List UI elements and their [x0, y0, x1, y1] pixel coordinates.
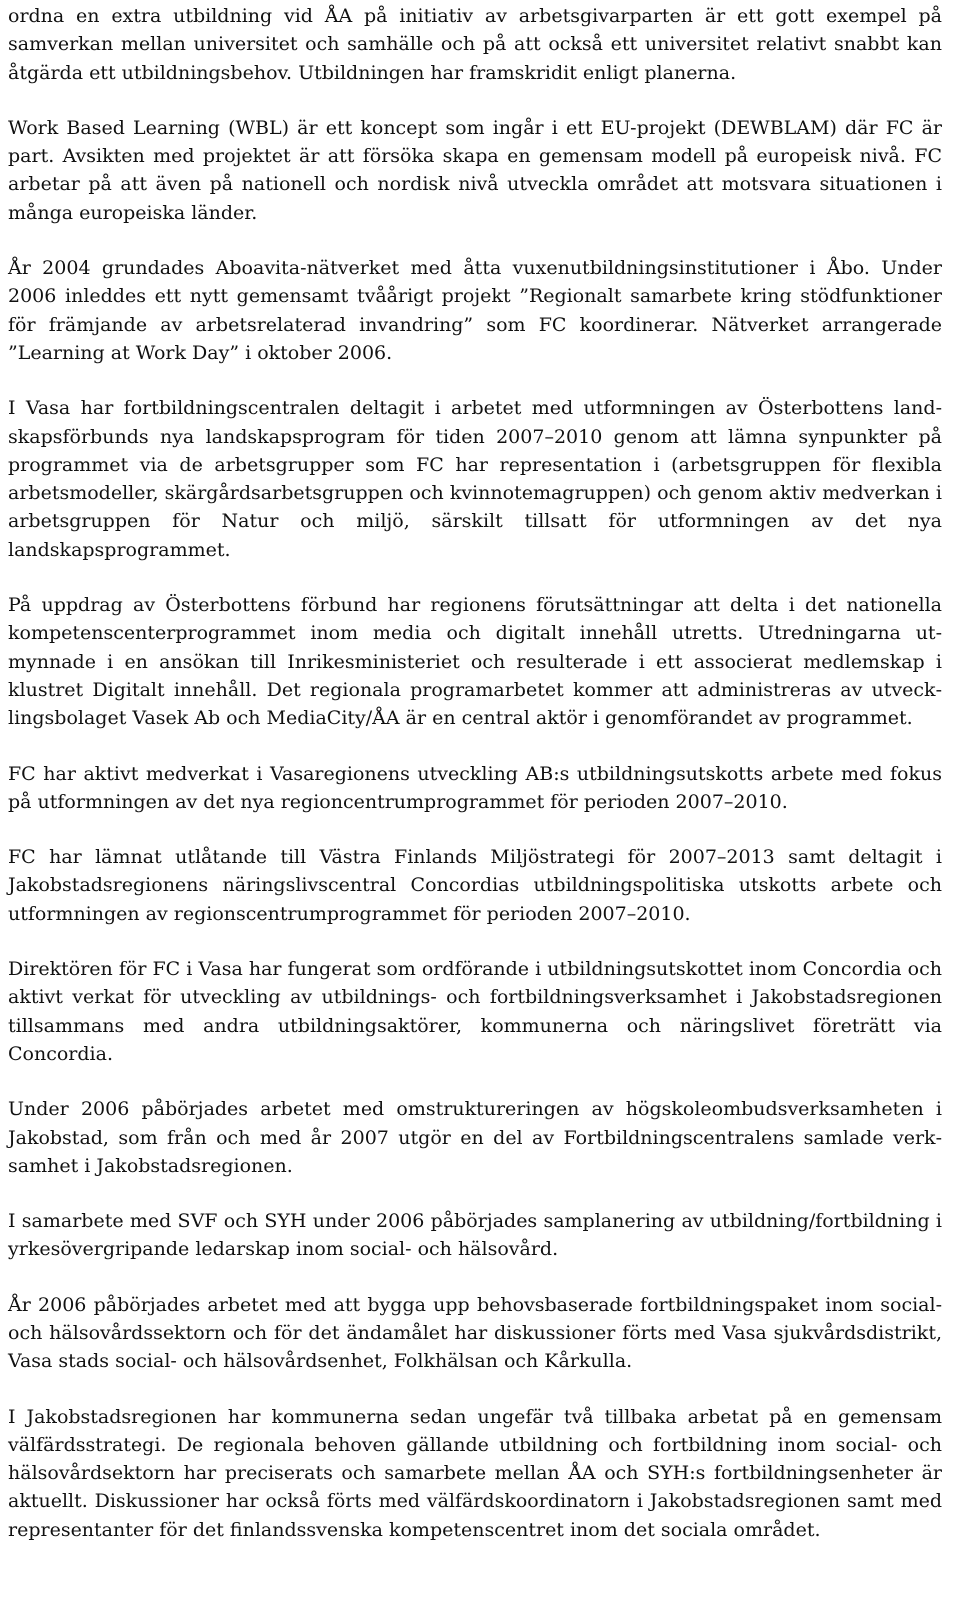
- paragraph-concordia: Direktören för FC i Vasa har fungerat som ordförande i utbildningsutskottet inom Concordia och aktivt verkat för utveckling av utbildnings- och fortbildningsverksamhet i Jakobstadsregionen tillsammans med andra utbildningsaktörer, kommunerna och näringslivet företrätt via Concordia.: [8, 958, 942, 1065]
- paragraph-hogskoleombud: Under 2006 påbörjades arbetet med omstruktureringen av högskoleombudsverksamheten i Jakobstad, som från och med år 2007 utgör en del av Fortbildningscentralens samlade verksamhet i Jakobstadsregionen.: [8, 1098, 942, 1177]
- paragraph-aa-training: ordna en extra utbildning vid ÅA på initiativ av arbetsgivarparten är ett gott exempel på samverkan mellan universitet och samhälle och på att också ett universitet relativt snabbt kan åtgärda ett utbildningsbehov. Utbildningen har framskridit enligt planerna.: [8, 5, 942, 84]
- paragraph-svf-syh: I samarbete med SVF och SYH under 2006 påbörjades samplanering av utbildning/fortbildning i yrkesövergripande ledarskap inom social- och hälsovård.: [8, 1210, 942, 1261]
- paragraph-miljostrategi: FC har lämnat utlåtande till Västra Finlands Miljöstrategi för 2007–2013 samt deltagit i Jakobstadsregionens näringslivscentral Concordias utbildningspolitiska utskotts arbete och utformningen av regionscentrumprogrammet för perioden 2007–2010.: [8, 846, 942, 925]
- paragraph-valfardsstrategi: I Jakobstadsregionen har kommunerna sedan ungefär två tillbaka arbetat på en gemensam välfärdsstrategi. De regionala behoven gällande utbildning och fortbildning inom social- och hälsovårdsektorn har preciserats och samarbete mellan ÅA och SYH:s fortbildningsenheter är aktuellt. Diskussioner har också förts med välfärdskoordinatorn i Jakobstadsregionen samt med representanter för det finlandssvenska kompetenscentret inom det sociala området.: [8, 1405, 942, 1541]
- paragraph-vasaregionen: FC har aktivt medverkat i Vasaregionens utveckling AB:s utbildningsutskotts arbete med fokus på utformningen av det nya regioncentrumprogrammet för perioden 2007–2010.: [8, 762, 942, 813]
- paragraph-wbl: Work Based Learning (WBL) är ett koncept som ingår i ett EU-projekt (DEWBLAM) där FC är part. Avsikten med projektet är att försöka skapa en gemensam modell på europeisk nivå. FC arbetar på att även på nationell och nordisk nivå utveckla området att motsvara situationen i många europeiska länder.: [8, 116, 942, 224]
- paragraph-fortbildningspaket: År 2006 påbörjades arbetet med att bygga upp behovsbaserade fortbildningspaket inom social- och hälsovårdssektorn och för det ändamålet har diskussioner förts med Vasa sjukvårdsdistrikt, Vasa stads social- och hälsovårdsenhet, Folkhälsan och Kårkulla.: [8, 1293, 942, 1373]
- paragraph-kompetenscenter: På uppdrag av Österbottens förbund har regionens förutsättningar att delta i det nationella kompetenscenterprogrammet inom media och digitalt innehåll utretts. Utredningarna utmynnade i en ansökan till Inrikesministeriet och resulterade i ett associerat medlemskap i klustret Digitalt innehåll. Det regionala programarbetet kommer att administreras av utvecklingsbolaget Vasek Ab och MediaCity/ÅA är en central aktör i genomförandet av programmet.: [8, 594, 942, 730]
- paragraph-aboavita: År 2004 grundades Aboavita-nätverket med åtta vuxenutbildningsinstitutioner i Åbo. Under 2006 inleddes ett nytt gemensamt tvåårigt projekt ”Regionalt samarbete kring stödfunktioner för främjande av arbetsrelaterad invandring” som FC koordinerar. Nätverket arrangerade ”Learning at Work Day” i oktober 2006.: [8, 257, 942, 364]
- paragraph-landskapsprogram: I Vasa har fortbildningscentralen deltagit i arbetet med utformningen av Österbottens landskapsförbunds nya landskapsprogram för tiden 2007–2010 genom att lämna synpunkter på programmet via de arbetsgrupper som FC har representation i (arbetsgruppen för flexibla arbetsmodeller, skärgårdsarbetsgruppen och kvinnotemagruppen) och genom aktiv medverkan i arbetsgruppen för Natur och miljö, särskilt tillsatt för utformningen av det nya landskapsprogrammet.: [8, 397, 942, 561]
